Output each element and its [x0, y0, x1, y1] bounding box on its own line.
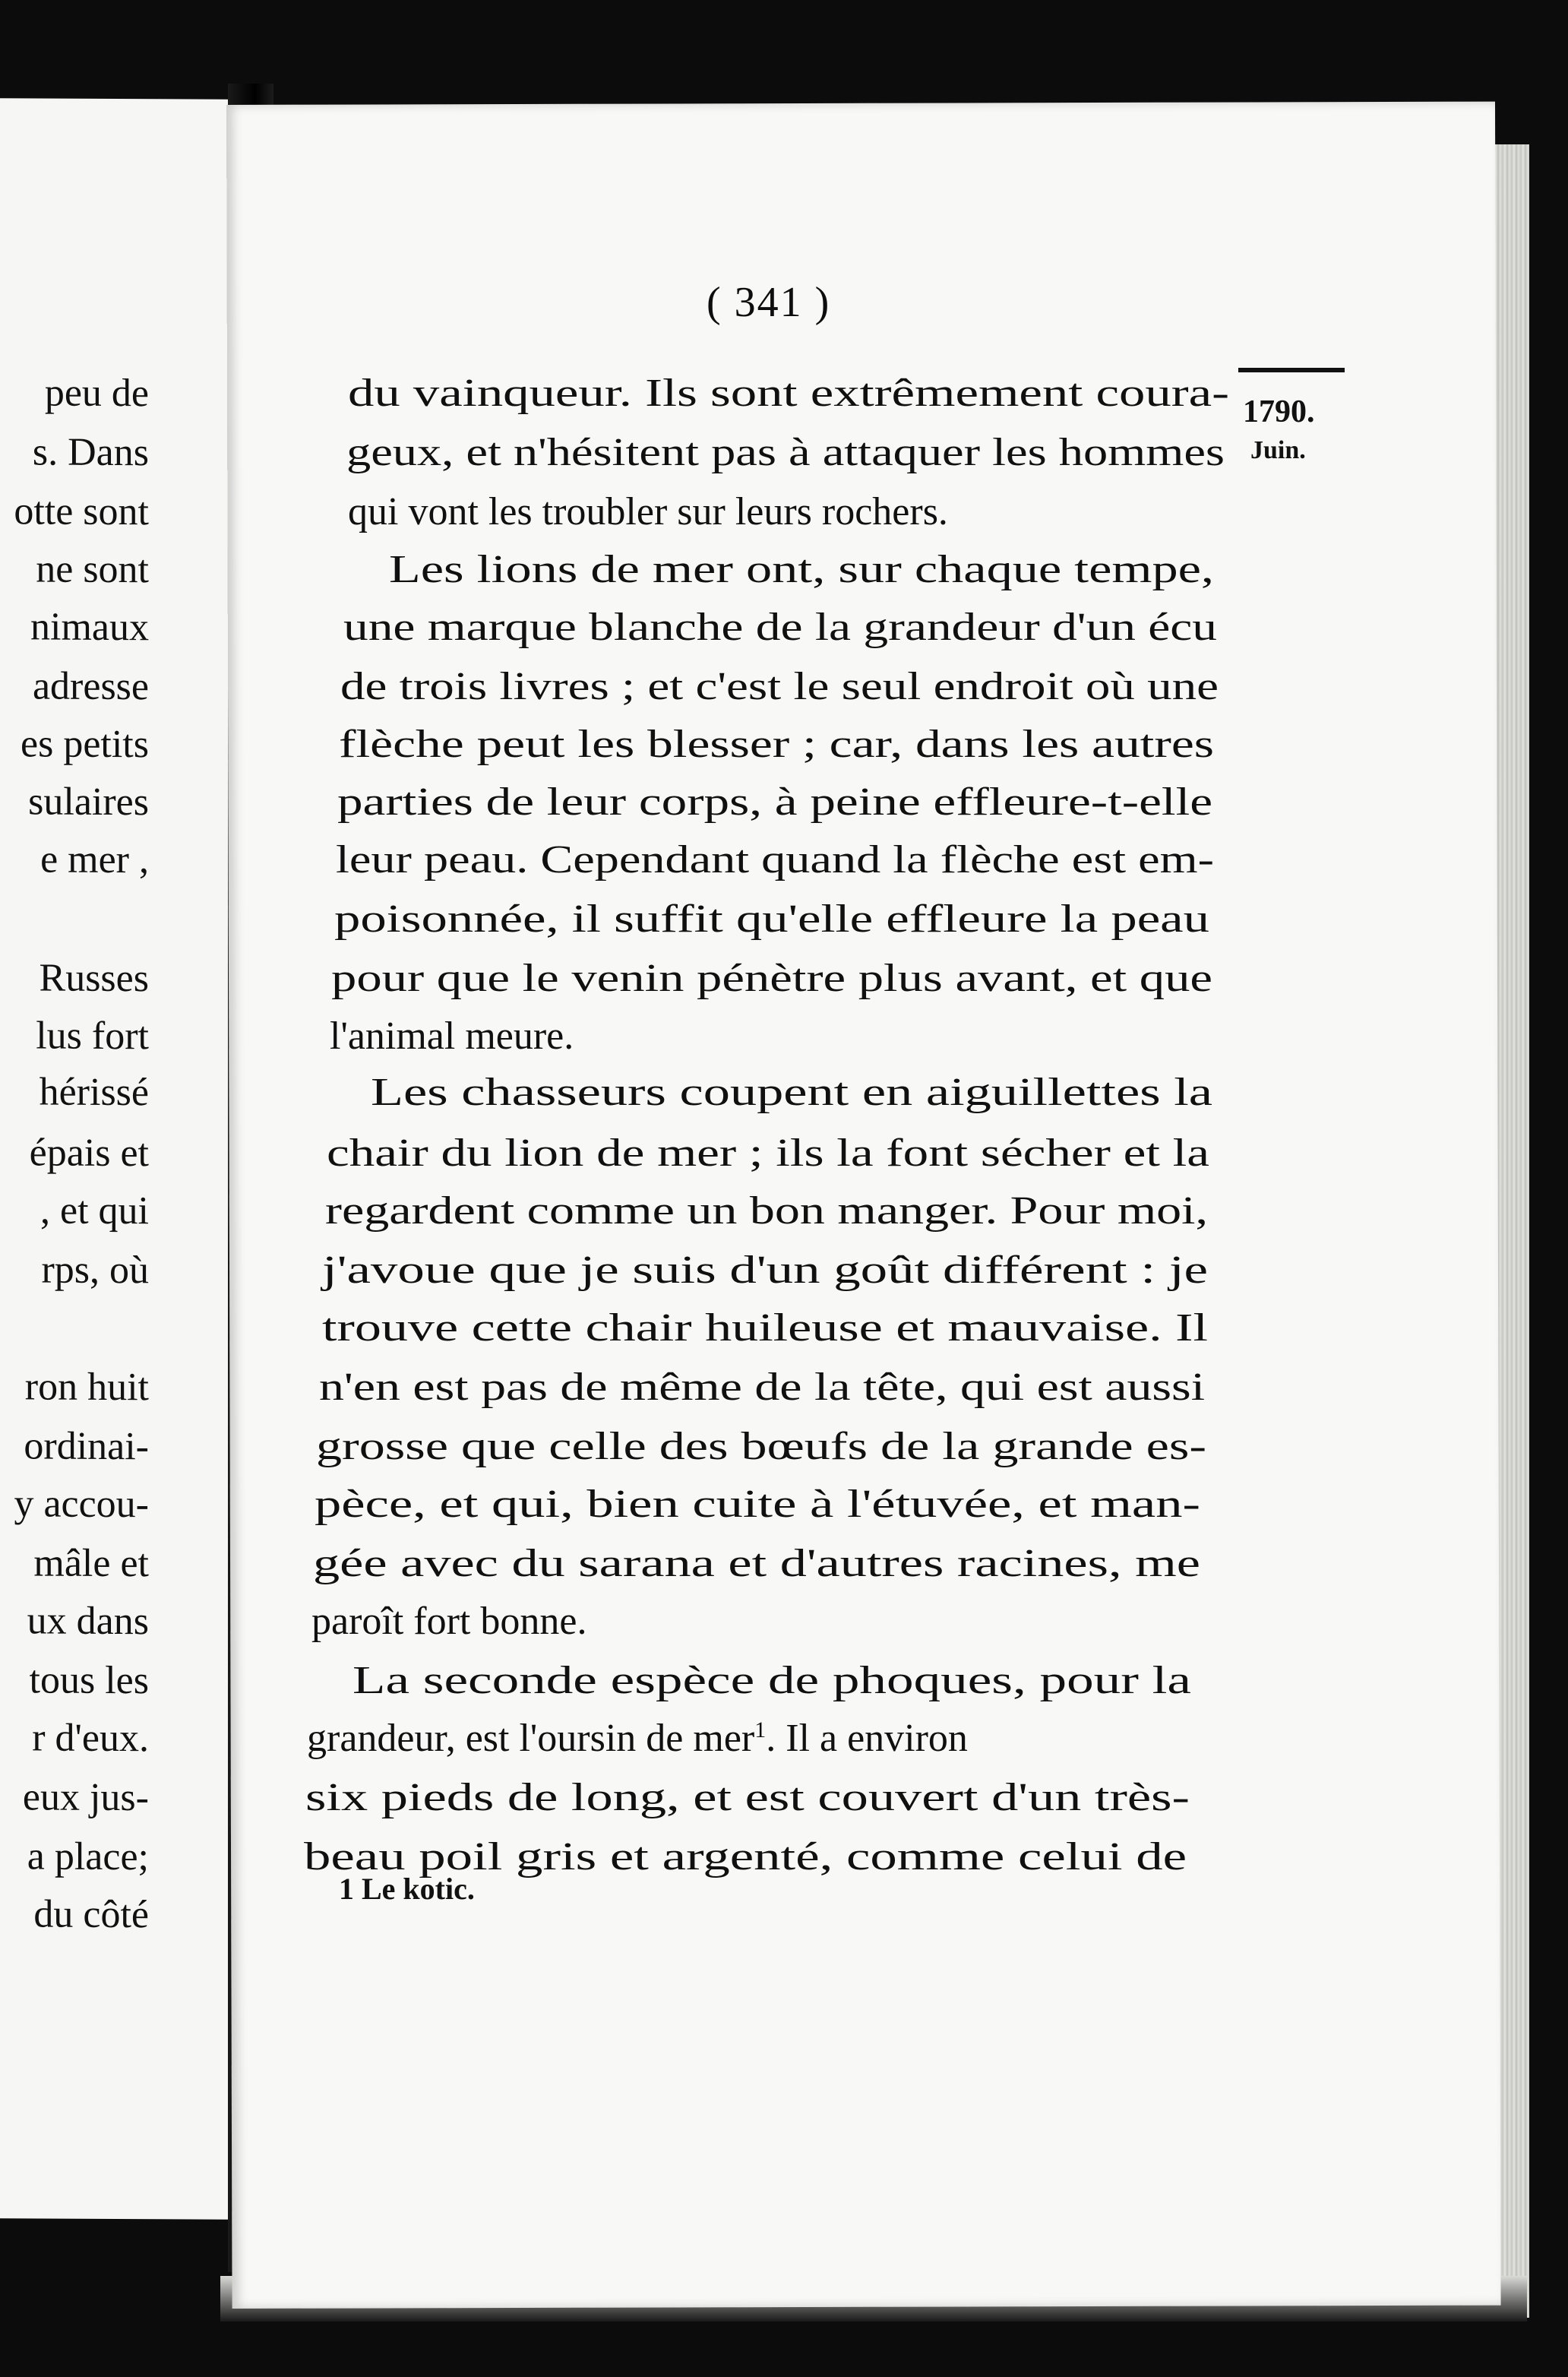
text-line: Les lions de mer ont, sur chaque tempe, — [389, 548, 1214, 591]
previous-page-line: rps, où — [41, 1248, 149, 1293]
text-line: poisonnée, il suffit qu'elle effleure la peau — [334, 897, 1209, 941]
previous-page-line: lus fort — [36, 1014, 149, 1059]
text-line: pèce, et qui, bien cuite à l'étuvée, et man- — [315, 1483, 1200, 1526]
text-line: paroît fort bonne. — [311, 1600, 587, 1643]
previous-page-line: hérissé — [39, 1070, 149, 1115]
previous-page-line: ux dans — [27, 1599, 149, 1644]
previous-page-line: y accou- — [14, 1482, 149, 1527]
previous-page-line: du côté — [33, 1892, 149, 1937]
previous-page-line: e mer , — [40, 837, 149, 882]
margin-note-year: 1790. — [1243, 394, 1315, 429]
text-line: grandeur, est l'oursin de mer$^1$. Il a environ — [307, 1717, 968, 1760]
text-line: l'animal meure. — [330, 1014, 574, 1058]
previous-page-line: Russes — [39, 956, 149, 1001]
previous-page-line: es petits — [21, 722, 149, 767]
previous-page-line: peu de — [44, 371, 149, 416]
previous-page-line: otte sont — [14, 489, 149, 534]
previous-page-line: nimaux — [30, 605, 149, 650]
previous-page — [0, 98, 228, 2220]
text-line: du vainqueur. Ils sont extrêmement coura- — [348, 372, 1229, 415]
previous-page-line: mâle et — [33, 1541, 149, 1586]
text-line: Les chasseurs coupent en aiguillettes la — [371, 1071, 1212, 1114]
previous-page-line: a place; — [27, 1834, 149, 1879]
text-line: La seconde espèce de phoques, pour la — [352, 1659, 1191, 1702]
text-line: gée avec du sarana et d'autres racines, me — [313, 1542, 1200, 1585]
text-line: de trois livres ; et c'est le seul endroit où une — [340, 665, 1219, 708]
previous-page-line: sulaires — [28, 780, 149, 825]
text-line: pour que le venin pénètre plus avant, et que — [331, 957, 1212, 1000]
text-line: beau poil gris et argenté, comme celui de — [304, 1835, 1187, 1878]
text-line: chair du lion de mer ; ils la font sécher et la — [327, 1132, 1209, 1175]
previous-page-line: eux jus- — [22, 1775, 149, 1820]
previous-page-line: , et qui — [40, 1188, 149, 1233]
margin-rule — [1238, 368, 1345, 372]
text-line: flèche peut les blesser ; car, dans les autres — [339, 723, 1214, 766]
page-number: ( 341 ) — [707, 279, 831, 326]
previous-page-line: s. Dans — [32, 430, 149, 475]
previous-page-line: ordinai- — [24, 1424, 149, 1469]
text-line: geux, et n'hésitent pas à attaquer les hommes — [346, 431, 1225, 474]
text-line: j'avoue que je suis d'un goût différent : je — [322, 1249, 1208, 1292]
margin-note-month: Juin. — [1250, 436, 1306, 464]
text-line: regardent comme un bon manger. Pour moi, — [325, 1189, 1208, 1233]
text-line: six pieds de long, et est couvert d'un très- — [305, 1776, 1190, 1819]
previous-page-line: ne sont — [36, 547, 149, 592]
text-line: qui vont les troubler sur leurs rochers. — [348, 490, 948, 533]
footnote-reference: 1 — [754, 1717, 767, 1742]
text-line: trouve cette chair huileuse et mauvaise. Il — [322, 1306, 1208, 1350]
text-line: parties de leur corps, à peine effleure-t-elle — [337, 780, 1212, 824]
previous-page-text — [0, 98, 228, 1937]
text-line: une marque blanche de la grandeur d'un écu — [343, 606, 1217, 649]
previous-page-line: épais et — [29, 1131, 149, 1176]
footnote: 1 Le kotic. — [339, 1872, 475, 1906]
previous-page-line: adresse — [32, 664, 149, 709]
previous-page-line: ron huit — [24, 1365, 149, 1410]
previous-page-line: r d'eux. — [32, 1716, 149, 1761]
text-line: grosse que celle des bœufs de la grande es- — [316, 1425, 1206, 1468]
previous-page-line: tous les — [29, 1658, 149, 1703]
text-line: leur peau. Cependant quand la flèche est em- — [336, 838, 1214, 881]
text-line: n'en est pas de même de la tête, qui est aussi — [319, 1366, 1205, 1409]
